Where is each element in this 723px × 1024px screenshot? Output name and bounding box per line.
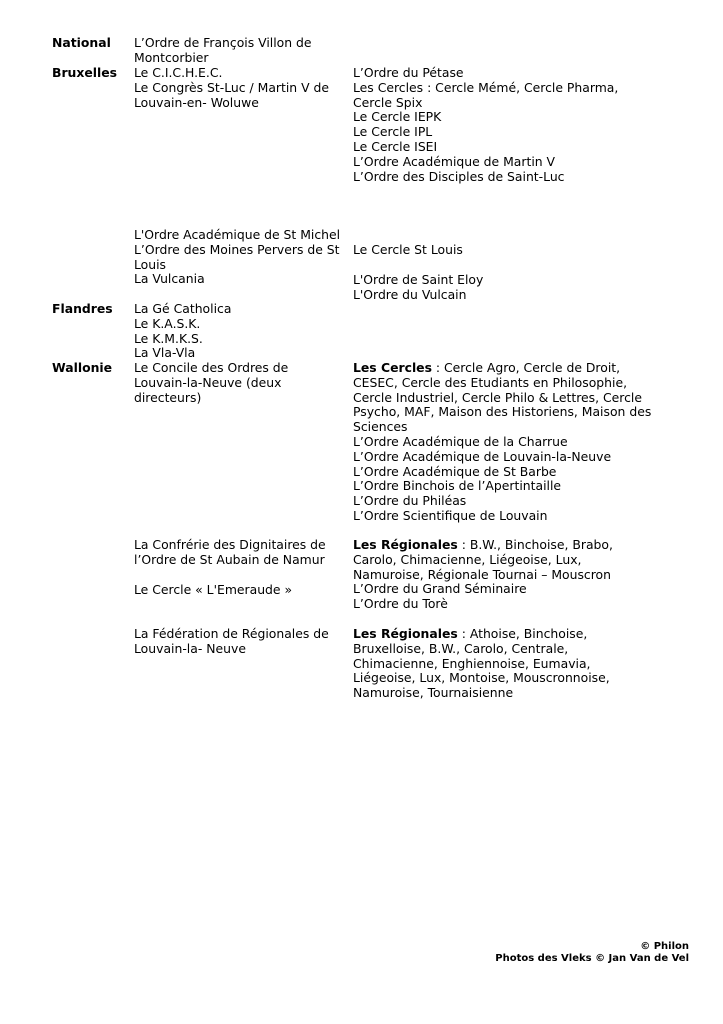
- bruxelles-orders-b: [134, 228, 344, 287]
- text-line: l’Ordre de St Aubain de Namur: [134, 551, 325, 567]
- text-line: L'Ordre Académique de St Michel: [134, 227, 341, 242]
- text-line: La Vla-Vla: [134, 345, 196, 361]
- text-line: La Confrérie des Dignitaires de: [134, 537, 326, 552]
- text-line: L’Ordre Scientifique de Louvain: [353, 507, 548, 523]
- wallonie-regionales-a: [353, 538, 653, 612]
- bruxelles-circles-a: [353, 66, 653, 184]
- text-line: Le Cercle IPL: [353, 124, 433, 140]
- text-line: La Vulcania: [134, 271, 205, 287]
- text-line: [353, 538, 653, 553]
- region-flandres: Flandres: [52, 301, 113, 316]
- text-line: L’Ordre Académique de Louvain-la-Neuve: [353, 448, 612, 464]
- text-line: Sciences: [353, 419, 408, 435]
- copyright-text: © Philon: [640, 941, 689, 952]
- text-line: L'Ordre de Saint Eloy: [353, 272, 484, 287]
- text-line: La Fédération de Régionales de: [134, 626, 329, 641]
- text-line: CESEC, Cercle des Etudiants en Philosophie,: [353, 374, 628, 390]
- flandres-orders: [134, 302, 344, 361]
- bruxelles-circle-st-louis: [353, 243, 653, 258]
- text-line: Namuroise, Régionale Tournai – Mouscron: [353, 566, 611, 582]
- photo-credit-text: Photos des Vleks © Jan Van de Vel: [495, 953, 689, 964]
- text-line: L’Ordre du Grand Séminaire: [353, 581, 527, 597]
- text-line: Namuroise, Tournaisienne: [353, 685, 514, 701]
- section-heading: Les Régionales: [353, 537, 458, 552]
- text-fragment: : Cercle Agro, Cercle de Droit,: [431, 360, 621, 375]
- text-line: L’Ordre des Moines Pervers de St: [134, 241, 340, 257]
- text-line: Le C.I.C.H.E.C.: [134, 65, 223, 80]
- wallonie-circles: [353, 361, 653, 524]
- text-line: L’Ordre Académique de la Charrue: [353, 433, 568, 449]
- bruxelles-orders-c: [353, 273, 653, 303]
- text-line: Le Cercle St Louis: [353, 242, 463, 257]
- text-fragment: : Athoise, Binchoise,: [457, 626, 588, 641]
- text-line: Les Cercles : Cercle Mémé, Cercle Pharma,: [353, 79, 619, 95]
- wallonie-orders-c: [134, 627, 344, 657]
- text-line: Le Cercle ISEI: [353, 138, 438, 154]
- text-line: L'Ordre du Vulcain: [353, 286, 467, 302]
- text-line: Le Cercle « L'Emeraude »: [134, 582, 293, 597]
- wallonie-regionales-b: [353, 627, 653, 701]
- text-line: Le K.M.K.S.: [134, 330, 203, 346]
- text-line: Carolo, Chimacienne, Liégeoise, Lux,: [353, 551, 582, 567]
- text-line: L’Ordre du Pétase: [353, 65, 464, 80]
- text-line: L’Ordre Académique de St Barbe: [353, 463, 557, 479]
- text-line: Psycho, MAF, Maison des Historiens, Maison des: [353, 404, 652, 420]
- section-heading: Les Cercles: [353, 360, 432, 375]
- text-line: Le Concile des Ordres de: [134, 360, 289, 375]
- text-line: L’Ordre des Disciples de Saint-Luc: [353, 168, 565, 184]
- text-line: L’Ordre Binchois de l’Apertintaille: [353, 478, 562, 494]
- text-line: L’Ordre Académique de Martin V: [353, 153, 556, 169]
- bruxelles-orders-a: [134, 66, 344, 110]
- text-line: Le K.A.S.K.: [134, 315, 201, 331]
- text-line: Chimacienne, Enghiennoise, Eumavia,: [353, 655, 591, 671]
- text-line: Bruxelloise, B.W., Carolo, Centrale,: [353, 640, 569, 656]
- text-line: Montcorbier: [134, 49, 209, 65]
- wallonie-orders-b: [134, 538, 344, 568]
- text-line: L’Ordre du Torè: [353, 596, 448, 612]
- text-line: Le Congrès St-Luc / Martin V de: [134, 79, 330, 95]
- region-national: National: [52, 35, 111, 50]
- text-line: Le Cercle IEPK: [353, 109, 442, 125]
- text-line: [353, 627, 653, 642]
- text-line: [353, 361, 653, 376]
- text-line: Louvain-la-Neuve (deux: [134, 374, 282, 390]
- section-heading: Les Régionales: [353, 626, 458, 641]
- national-orders: [134, 36, 344, 66]
- text-line: directeurs): [134, 389, 202, 405]
- text-line: Louvain-la- Neuve: [134, 640, 246, 656]
- footer-credits: [495, 941, 689, 965]
- text-line: Louis: [134, 256, 167, 272]
- region-wallonie: Wallonie: [52, 360, 113, 375]
- text-line: Louvain-en- Woluwe: [134, 94, 259, 110]
- text-line: Cercle Industriel, Cercle Philo & Lettres, Cercle: [353, 389, 642, 405]
- text-line: Liégeoise, Lux, Montoise, Mouscronnoise,: [353, 670, 610, 686]
- text-line: L’Ordre de François Villon de: [134, 35, 312, 50]
- wallonie-cercle-emeraude: [134, 583, 344, 598]
- text-line: Cercle Spix: [353, 94, 423, 110]
- text-line: L’Ordre du Philéas: [353, 493, 467, 509]
- text-line: La Gé Catholica: [134, 301, 232, 316]
- text-fragment: : B.W., Binchoise, Brabo,: [457, 537, 613, 552]
- wallonie-orders-a: [134, 361, 344, 405]
- region-bruxelles: Bruxelles: [52, 65, 118, 80]
